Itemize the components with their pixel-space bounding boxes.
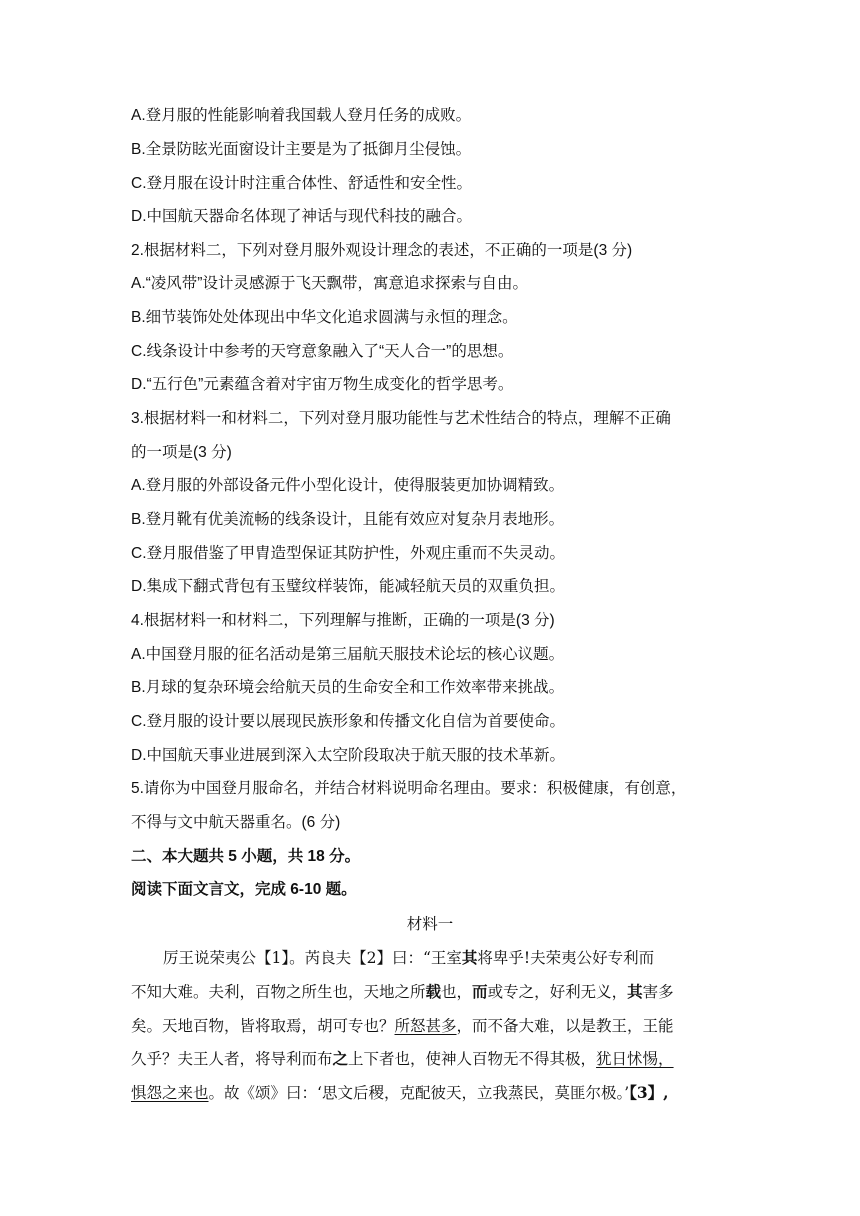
passage-text: ，而不备大难，以是教王，王能 — [456, 1017, 674, 1035]
q3-option-b: B.登月靴有优美流畅的线条设计，且能有效应对复杂月表地形。 — [131, 511, 565, 528]
emphasis-word: 载 — [425, 982, 442, 1001]
underlined-phrase: 惧怨之来也 — [131, 1084, 209, 1102]
q3-option-a: A.登月服的外部设备元件小型化设计，使得服装更加协调精致。 — [131, 477, 565, 494]
passage-line-3 — [131, 1016, 731, 1036]
emphasis-word: 而 — [472, 982, 488, 1001]
q2-option-c: C.线条设计中参考的天穹意象融入了“天人合一”的思想。 — [131, 343, 514, 360]
q1-option-d: D.中国航天器命名体现了神话与现代科技的融合。 — [131, 208, 473, 225]
q1-option-c: C.登月服在设计时注重合体性、舒适性和安全性。 — [131, 175, 473, 192]
emphasis-word: 之 — [332, 1049, 349, 1068]
material1-title: 材料一 — [406, 915, 454, 933]
passage-text: 上下者也，使神人百物无不得其极， — [348, 1050, 597, 1068]
q2-stem: 2.根据材料二，下列对登月服外观设计理念的表述，不正确的一项是(3 分) — [131, 242, 633, 259]
q4-option-c: C.登月服的设计要以展现民族形象和传播文化自信为首要使命。 — [131, 713, 566, 730]
passage-text: 厉王说荣夷公【1】。芮良夫【2】曰：“王室 — [163, 949, 462, 967]
q2-option-b: B.细节装饰处处体现出中华文化追求圆满与永恒的理念。 — [131, 309, 518, 326]
q5-line2: 不得与文中航天器重名。(6 分) — [131, 814, 341, 831]
passage-line-1 — [163, 948, 763, 968]
q2-option-a: A.“凌风带”设计灵感源于飞天飘带，寓意追求探索与自由。 — [131, 275, 528, 292]
emphasis-word: 其 — [627, 982, 643, 1001]
q3-stem-line1: 3.根据材料一和材料二，下列对登月服功能性与艺术性结合的特点，理解不正确 — [131, 410, 671, 427]
q1-option-b: B.全景防眩光面窗设计主要是为了抵御月尘侵蚀。 — [131, 141, 472, 158]
passage-text: 也， — [441, 983, 473, 1001]
passage-text: 。故《颂》曰：‘思文后稷，克配彼天，立我蒸民，莫匪尔极。’ — [208, 1084, 630, 1102]
passage-text: 不知大难。夫利，百物之所生也，天地之所 — [131, 983, 426, 1001]
passage-text: 将卑乎!夫荣夷公好专利而 — [477, 949, 655, 967]
passage-text: 害多 — [642, 983, 674, 1001]
passage-text: 久乎？夫王人者，将导利而布 — [131, 1050, 333, 1068]
q4-stem: 4.根据材料一和材料二，下列理解与推断，正确的一项是(3 分) — [131, 612, 555, 629]
q2-option-d: D.“五行色”元素蕴含着对宇宙万物生成变化的哲学思考。 — [131, 376, 514, 393]
q4-option-d: D.中国航天事业进展到深入太空阶段取决于航天服的技术革新。 — [131, 747, 566, 764]
q3-stem-line2: 的一项是(3 分) — [131, 444, 232, 461]
passage-text: 或专之，好利无义， — [487, 983, 628, 1001]
passage-line-2 — [131, 982, 731, 1002]
passage-line-5 — [131, 1083, 731, 1103]
q4-option-b: B.月球的复杂环境会给航天员的生命安全和工作效率带来挑战。 — [131, 679, 565, 696]
q5-line1: 5.请你为中国登月服命名，并结合材料说明命名理由。要求：积极健康，有创意， — [131, 780, 687, 797]
underlined-phrase: 犹日怵惕， — [596, 1050, 674, 1068]
q3-option-d: D.集成下翻式背包有玉璧纹样装饰，能减轻航天员的双重负担。 — [131, 578, 566, 595]
footnote-marker: 【3】, — [629, 1083, 669, 1102]
underlined-phrase: 所怒甚多 — [394, 1017, 457, 1035]
emphasis-word: 其 — [461, 948, 478, 967]
q3-option-c: C.登月服借鉴了甲胄造型保证其防护性，外观庄重而不失灵动。 — [131, 545, 566, 562]
section2-heading: 二、本大题共 5 小题，共 18 分。 — [131, 848, 361, 865]
q4-option-a: A.中国登月服的征名活动是第三届航天服技术论坛的核心议题。 — [131, 646, 565, 663]
passage-text: 矣。天地百物，皆将取焉，胡可专也？ — [131, 1017, 395, 1035]
section2-instruction: 阅读下面文言文，完成 6-10 题。 — [131, 881, 357, 898]
q1-option-a: A.登月服的性能影响着我国载人登月任务的成败。 — [131, 107, 472, 124]
passage-line-4 — [131, 1049, 731, 1069]
